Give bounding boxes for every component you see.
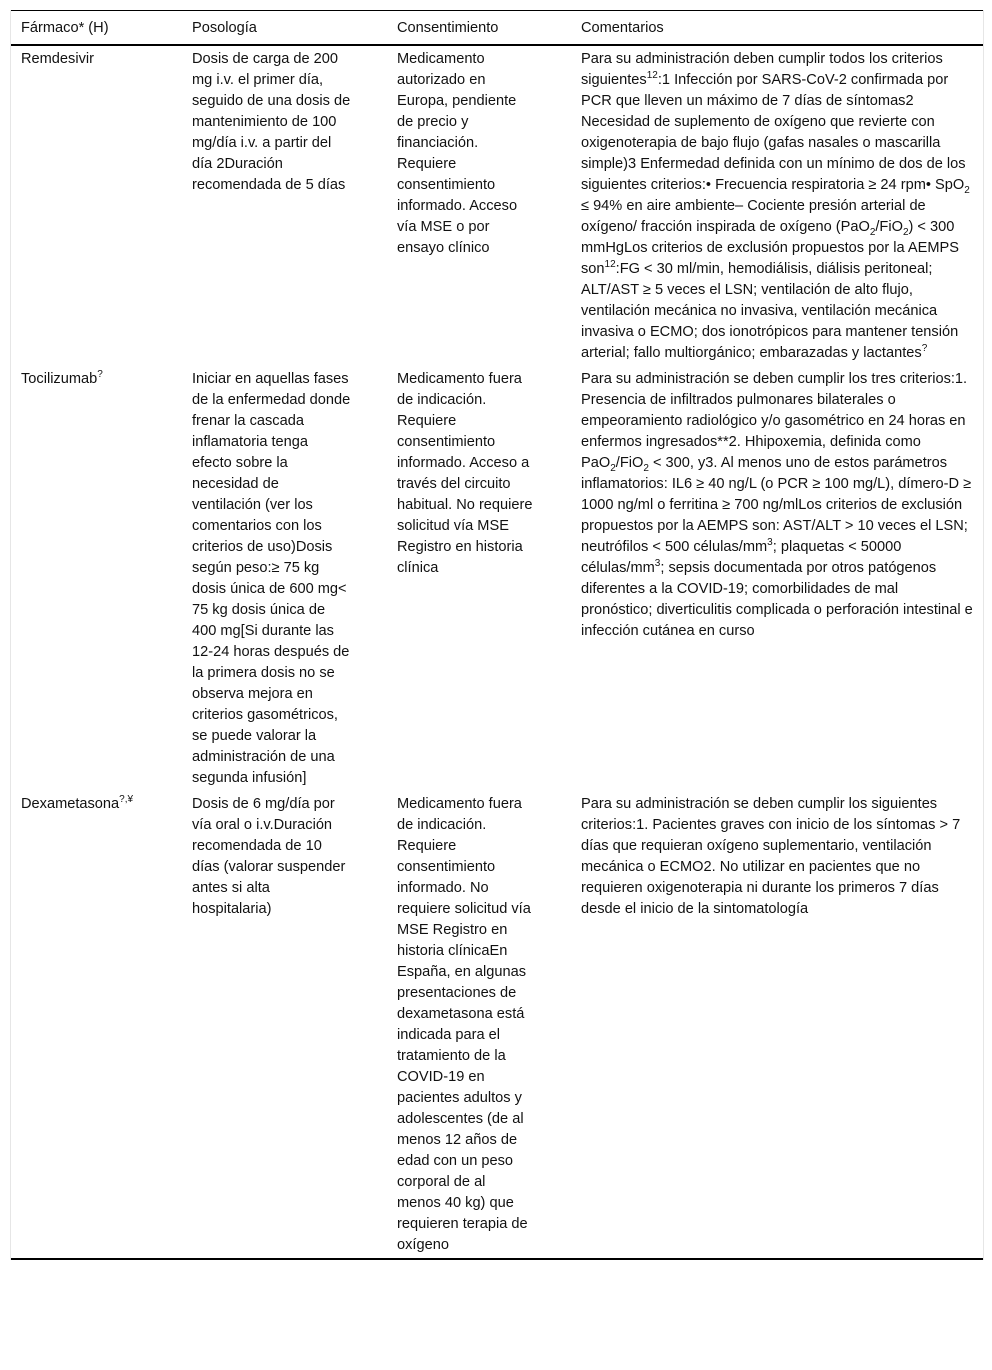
drug-name: Remdesivir xyxy=(21,51,94,67)
consent-cell: Medicamento fuera de indicación. Requiere consentimiento informado. No requiere solicitud vía MSE Registro en historia clínicaEn España, en algunas presentaciones de dexametasona está indicada para el tratamiento de la COVID-19 en pacientes adultos y adolescentes (de al menos 12 años de edad con un peso corporal de al menos 40 kg) que requieren terapia de oxígeno xyxy=(397,796,531,1253)
consent-cell: Medicamento fuera de indicación. Requiere consentimiento informado. Acceso a través del circuito habitual. No requiere solicitud vía MSE Registro en historia clínica xyxy=(397,371,533,576)
drug-cell xyxy=(11,366,182,791)
header-row xyxy=(11,11,983,46)
header-dosage: Posología xyxy=(192,20,257,36)
table-body xyxy=(11,45,983,1259)
comment-text: Para su administración se deben cumplir los siguientes criterios:1. Pacientes graves con inicio de los síntomas > 7 días que requieran oxígeno suplementario, ventilación mecánica o ECMO2. No utilizar en pacientes que no requieren oxigenoterapia ni durante los primeros 7 días desde el inicio de la sintomatología xyxy=(581,796,961,917)
comment-text: Para su administración deben cumplir todos los criterios siguientes xyxy=(581,51,943,88)
comment-text: ; plaquetas < 50000 células/mm xyxy=(581,539,902,576)
comments-cell xyxy=(571,366,983,791)
drug-cell xyxy=(11,791,182,1259)
superscript: 3 xyxy=(767,537,773,548)
drug-footnote: ? xyxy=(97,369,103,380)
drug-name: Tocilizumab xyxy=(21,371,98,387)
comment-text: :1 Infección por SARS-CoV-2 confirmada por PCR que lleven un máximo de 7 días de síntomas2 Necesidad de suplemento de oxígeno que revierte con oxigenoterapia de bajo flujo (gafas nasales o mascarilla simple)3 Enfermedad definida con un mínimo de dos de los siguientes criterios:• Frecuencia respiratoria ≥ 24 rpm• SpO xyxy=(581,72,966,193)
subscript: 2 xyxy=(964,185,970,196)
subscript: 2 xyxy=(643,463,649,474)
dosage-cell: Dosis de carga de 200 mg i.v. el primer día, seguido de una dosis de mantenimiento de 100 mg/día i.v. a partir del día 2Duración recomendada de 5 días xyxy=(192,51,351,193)
dosage-cell: Iniciar en aquellas fases de la enfermedad donde frenar la cascada inflamatoria tenga efecto sobre la necesidad de ventilación (ver los comentarios con los criterios de uso)Dosis según peso:≥ 75 kg dosis única de 600 mg< 75 kg dosis única de 400 mg[Si durante las 12-24 horas después de la primera dosis no se observa mejora en criterios gasométricos, se puede valorar la administración de una segunda infusión] xyxy=(192,371,351,786)
comment-text: < 300, y3. Al menos uno de estos parámetros inflamatorios: IL6 ≥ 40 ng/L (o PCR ≥ 100 mg/L), dímero-D ≥ 1000 ng/ml o ferritina ≥ 700 ng/mlLos criterios de exclusión propuestos por la AEMPS son: AST/ALT > 10 veces el LSN; neutrófilos < 500 células/mm xyxy=(581,455,972,555)
consent-cell: Medicamento autorizado en Europa, pendiente de precio y financiación. Requiere consentimiento informado. Acceso vía MSE o por ensayo clínico xyxy=(397,51,518,256)
table-row xyxy=(11,45,983,366)
drug-table-container xyxy=(10,10,984,1260)
superscript: 3 xyxy=(654,558,661,569)
comment-text: /FiO xyxy=(615,455,644,471)
drug-name: Dexametasona xyxy=(21,796,120,812)
comment-text: ; sepsis documentada por otros patógenos diferentes a la COVID-19; comorbilidades de mal pronóstico; diverticulitis complicada o perforación intestinal e infección cutánea en curso xyxy=(581,560,973,639)
reference-sup: 12 xyxy=(646,70,658,81)
header-drug: Fármaco* (H) xyxy=(21,20,109,36)
table-row xyxy=(11,791,983,1259)
subscript: 2 xyxy=(869,227,876,238)
header-consent: Consentimiento xyxy=(397,20,499,36)
comments-cell xyxy=(571,791,983,1259)
comment-text: /FiO xyxy=(875,219,903,235)
dosage-cell: Dosis de 6 mg/día por vía oral o i.v.Duración recomendada de 10 días (valorar suspender antes si alta hospitalaria) xyxy=(192,796,346,917)
header-comments: Comentarios xyxy=(581,20,664,36)
reference-sup: 12 xyxy=(604,259,616,270)
comment-text: :FG < 30 ml/min, hemodiálisis, diálisis peritoneal; ALT/AST ≥ 5 veces el LSN; ventilación de alto flujo, ventilación mecánica no invasiva, ventilación mecánica invasiva o ECMO; dos ionotrópicos para mantener tensión arterial; fallo multiorgánico; embarazadas y lactantes xyxy=(581,261,959,361)
comment-text: ≤ 94% en aire ambiente– Cociente presión arterial de oxígeno/ fracción inspirada de oxígeno (PaO xyxy=(581,198,926,235)
drug-cell xyxy=(11,45,182,366)
reference-sup: ? xyxy=(921,343,928,354)
table-header xyxy=(11,11,983,46)
subscript: 2 xyxy=(902,227,909,238)
drug-footnote: ?,¥ xyxy=(119,794,134,805)
comment-text: Para su administración se deben cumplir los tres criterios:1. Presencia de infiltrados pulmonares bilaterales o empeoramiento radiológico y/o gasométrico en 24 horas en enfermos ingresados**2. Hhipoxemia, definida como PaO xyxy=(581,371,968,471)
comments-cell xyxy=(571,45,983,366)
comment-text: ) < 300 mmHgLos criterios de exclusión propuestos por la AEMPS son xyxy=(581,219,959,277)
subscript: 2 xyxy=(610,463,616,474)
table-row xyxy=(11,366,983,791)
covid-drug-table xyxy=(11,10,983,1260)
